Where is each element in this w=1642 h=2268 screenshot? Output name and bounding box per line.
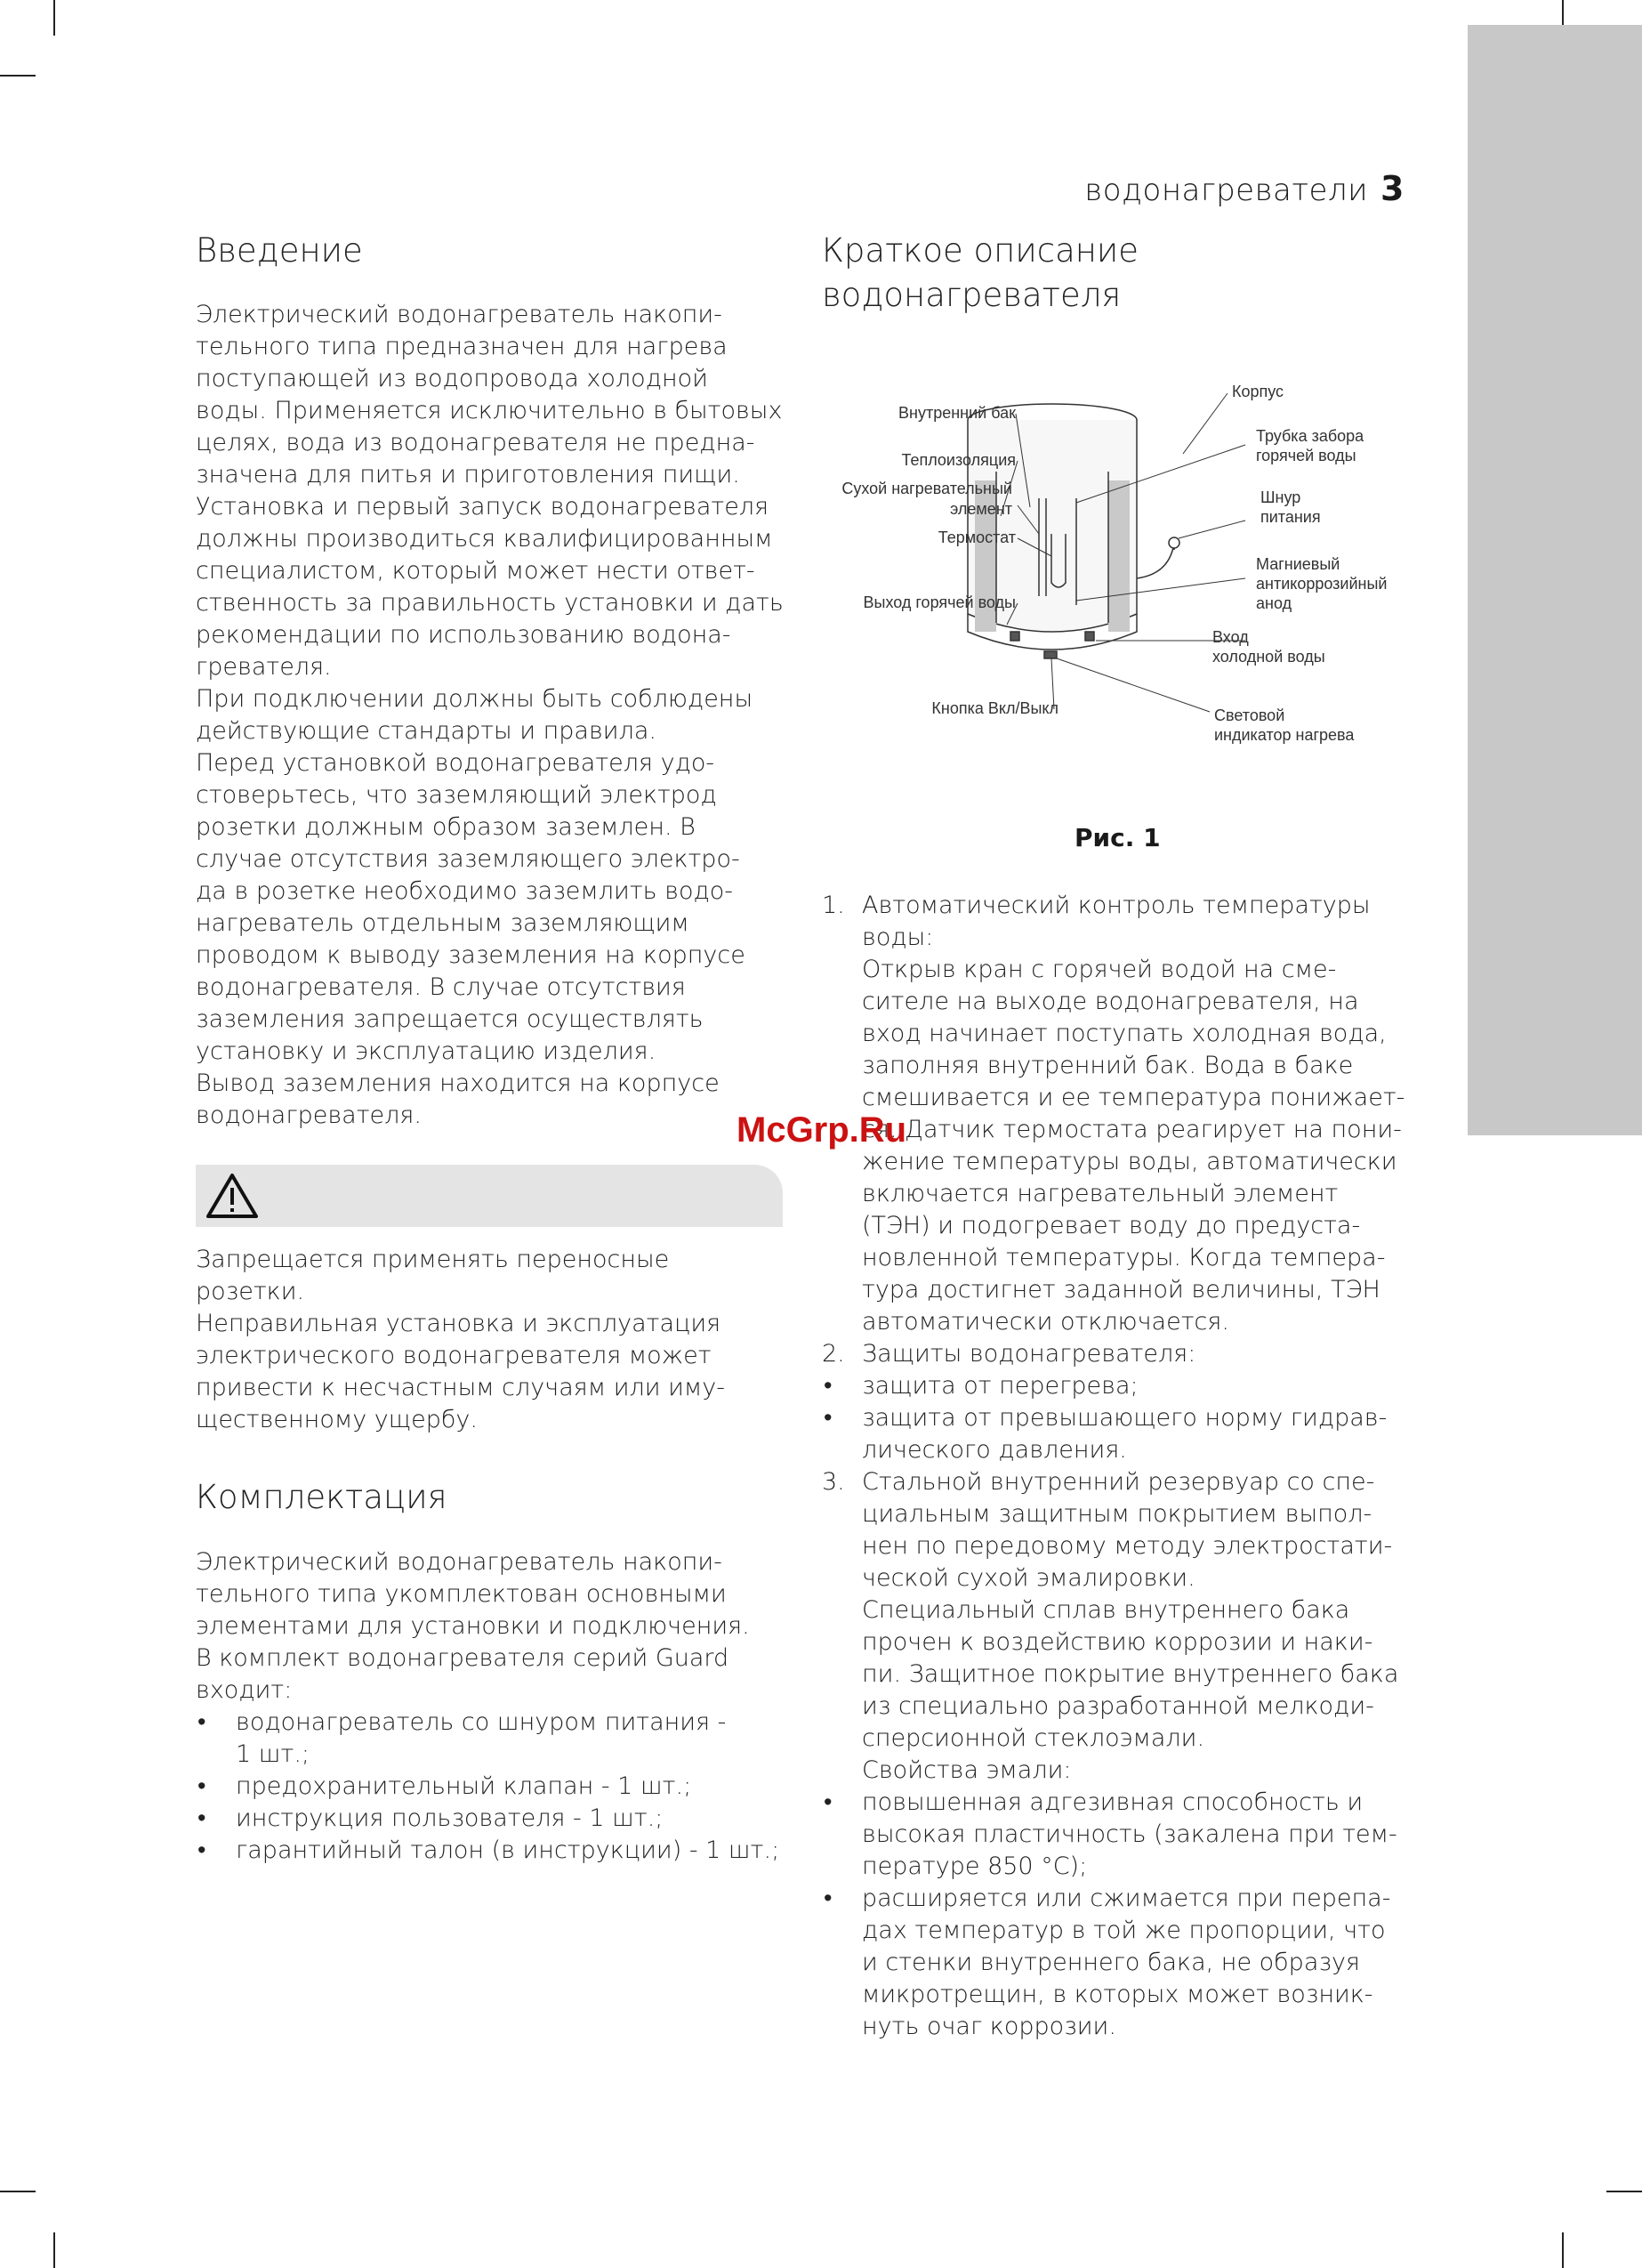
numbered-item (822, 1466, 1405, 1787)
brief-heading (822, 229, 1139, 318)
item-line: Стальной внутренний резервуар со спе- (862, 1468, 1375, 1496)
list-item (822, 1787, 1405, 1883)
warning-text (196, 1244, 725, 1436)
text-line: специалистом, который может нести ответ- (196, 557, 755, 585)
list-item-line: 1 шт.; (236, 1740, 310, 1768)
text-line: целях, вода из водонагревателя не предна- (196, 429, 755, 456)
label-hot-outlet: Выход горячей воды (863, 593, 1016, 611)
list-item-line: лического давления. (862, 1436, 1127, 1464)
text-line: действующие стандарты и правила. (196, 717, 656, 745)
label-anode-2: антикоррозийный (1256, 575, 1388, 593)
label-led-2: индикатор нагрева (1214, 726, 1355, 744)
features-text (822, 890, 1405, 2043)
text-line: поступающей из водопровода холодной (196, 365, 708, 392)
text-line: нагреватель отдельным заземляющим (196, 909, 689, 937)
item-line: ся. Датчик термостата реагирует на пони- (862, 1116, 1402, 1143)
item-line: автоматически отключается. (862, 1308, 1229, 1336)
item-line: сперсионной стеклоэмали. (862, 1724, 1205, 1752)
text-line: Электрический водонагреватель накопи- (196, 1548, 722, 1576)
text-line: установку и эксплуатацию изделия. (196, 1037, 656, 1065)
item-line: заполняя внутренний бак. Вода в баке (862, 1052, 1354, 1079)
label-anode-1: Магниевый (1256, 555, 1340, 573)
text-line: воды. Применяется исключительно в бытовых (196, 397, 783, 424)
item-line: сителе на выходе водонагревателя, на (862, 988, 1359, 1015)
item-line: ческой сухой эмалировки. (862, 1564, 1195, 1592)
bullet-icon: • (824, 1372, 833, 1400)
text-line: розетки. (196, 1278, 305, 1305)
item-line: вход начинает поступать холодная вода, (862, 1020, 1387, 1047)
item-line: Специальный сплав внутреннего бака (862, 1596, 1350, 1624)
water-heater-diagram (818, 365, 1405, 774)
numbered-item (822, 1338, 1405, 1370)
list-item-line: гарантийный талон (в инструкции) - 1 шт.; (236, 1836, 780, 1864)
item-line: жение температуры воды, автоматически (862, 1148, 1397, 1175)
text-line: заземления запрещается осуществлять (196, 1005, 704, 1033)
label-cold-1: Вход (1212, 628, 1249, 646)
item-number: 2. (822, 1340, 845, 1368)
list-item (822, 1370, 1405, 1402)
text-line: случае отсутствия заземляющего электро- (196, 845, 740, 873)
text-line: Неправильная установка и эксплуатация (196, 1310, 721, 1337)
text-line: водонагревателя. (196, 1102, 422, 1129)
text-line: ственность за правильность установки и дать (196, 589, 784, 617)
list-item-line: высокая пластичность (закалена при тем- (862, 1820, 1397, 1848)
list-item-line: дах температур в той же пропорции, что (862, 1917, 1386, 1944)
header-title: водонагреватели (1084, 173, 1369, 208)
list-item (196, 1771, 779, 1803)
text-line: да в розетке необходимо заземлить водо- (196, 877, 734, 905)
list-item-line: микротрещин, в которых может возник- (862, 1981, 1373, 2008)
crop-mark (1562, 2232, 1564, 2268)
bullet-icon: • (197, 1804, 206, 1832)
item-line: прочен к воздействию коррозии и наки- (862, 1628, 1373, 1656)
text-line: входит: (196, 1676, 293, 1704)
brief-heading-line-2: водонагревателя (822, 276, 1122, 314)
text-line: При подключении должны быть соблюдены (196, 685, 753, 713)
item-line: Свойства эмали: (862, 1756, 1072, 1784)
crop-mark (53, 0, 55, 36)
list-item-line: пературе 850 °С); (862, 1852, 1088, 1880)
text-line: тельного типа укомплектован основными (196, 1580, 727, 1608)
bullet-icon: • (824, 1788, 833, 1816)
text-line: водонагревателя. В случае отсутствия (196, 973, 686, 1001)
bullet-icon: • (824, 1404, 833, 1432)
warning-triangle-icon (205, 1171, 260, 1221)
item-line: новленной температуры. Когда темпера- (862, 1244, 1386, 1271)
label-cold-2: холодной воды (1212, 648, 1325, 666)
label-tube-1: Трубка забора (1256, 427, 1364, 445)
page-number: 3 (1380, 169, 1405, 208)
list-item (196, 1803, 779, 1835)
label-dry-element-1: Сухой нагревательный (841, 480, 1012, 497)
side-tab (1468, 25, 1642, 1135)
item-line: циальным защитным покрытием выпол- (862, 1500, 1372, 1528)
list-item-line: и стенки внутреннего бака, не образуя (862, 1949, 1360, 1976)
list-item (822, 1883, 1405, 2043)
intro-heading: Введение (196, 231, 363, 270)
list-item-line: нуть очаг коррозии. (862, 2013, 1116, 2040)
list-item-line: инструкция пользователя - 1 шт.; (236, 1804, 664, 1832)
crop-mark (0, 75, 36, 77)
item-number: 1. (822, 892, 845, 919)
bullet-icon: • (197, 1708, 206, 1736)
list-item (822, 1402, 1405, 1466)
item-line: Защиты водонагревателя: (862, 1340, 1196, 1368)
item-line: (ТЭН) и подогревает воду до предуста- (862, 1212, 1361, 1239)
list-item-line: водонагреватель со шнуром питания - (236, 1708, 727, 1736)
crop-mark (1606, 2191, 1642, 2192)
numbered-item (822, 890, 1405, 1338)
label-anode-3: анод (1256, 594, 1292, 612)
text-line: Вывод заземления находится на корпусе (196, 1069, 720, 1097)
list-item (196, 1835, 779, 1867)
text-line: Запрещается применять переносные (196, 1246, 670, 1273)
text-line: электрического водонагревателя может (196, 1342, 712, 1369)
page-header (1084, 169, 1405, 208)
label-insulation: Теплоизоляция (901, 451, 1016, 469)
item-line: Автоматический контроль температуры (862, 892, 1371, 919)
figure-caption: Рис. 1 (1075, 823, 1161, 852)
text-line: Электрический водонагреватель накопи- (196, 301, 722, 328)
watermark: McGrp.Ru (736, 1110, 907, 1150)
text-line: проводом к выводу заземления на корпусе (196, 941, 745, 969)
item-line: из специально разработанной мелкоди- (862, 1692, 1374, 1720)
label-cord-1: Шнур (1260, 488, 1301, 506)
item-line: включается нагревательный элемент (862, 1180, 1339, 1207)
item-line: смешивается и ее температура понижает- (862, 1084, 1405, 1111)
bullet-icon: • (197, 1772, 206, 1800)
warning-bar (196, 1165, 783, 1227)
text-line: Установка и первый запуск водонагревателя (196, 493, 769, 521)
item-line: пи. Защитное покрытие внутреннего бака (862, 1660, 1399, 1688)
item-line: воды: (862, 924, 934, 951)
text-line: розетки должным образом заземлен. В (196, 813, 696, 841)
text-line: щественному ущербу. (196, 1406, 478, 1433)
text-line: Перед установкой водонагревателя удо- (196, 749, 715, 777)
list-item-line: защита от превышающего норму гидрав- (862, 1404, 1388, 1432)
list-item-line: повышенная адгезивная способность и (862, 1788, 1364, 1816)
text-line: должны производиться квалифицированным (196, 525, 773, 553)
text-line: тельного типа предназначен для нагрева (196, 333, 728, 360)
list-item-line: защита от перегрева; (862, 1372, 1139, 1400)
text-line: стоверьтесь, что заземляющий электрод (196, 781, 717, 809)
label-thermostat: Термостат (938, 529, 1016, 546)
text-line: рекомендации по использованию водона- (196, 621, 731, 649)
text-line: гревателя. (196, 653, 332, 681)
kit-text (196, 1546, 779, 1867)
item-line: тура достигнет заданной величины, ТЭН (862, 1276, 1380, 1303)
list-item-line: предохранительный клапан - 1 шт.; (236, 1772, 692, 1800)
item-line: Открыв кран с горячей водой на сме- (862, 956, 1337, 983)
brief-heading-line-1: Краткое описание (822, 231, 1139, 270)
bullet-icon: • (824, 1885, 833, 1912)
item-number: 3. (822, 1468, 845, 1496)
bullet-icon: • (197, 1836, 206, 1864)
text-line: элементами для установки и подключения. (196, 1612, 750, 1640)
list-item (196, 1707, 779, 1771)
crop-mark (53, 2232, 55, 2268)
text-line: значена для питья и приготовления пищи. (196, 461, 740, 488)
list-item-line: расширяется или сжимается при перепа- (862, 1885, 1391, 1912)
label-button: Кнопка Вкл/Выкл (931, 699, 1058, 717)
kit-heading: Комплектация (196, 1478, 447, 1516)
label-body: Корпус (1232, 383, 1284, 400)
label-tube-2: горячей воды (1256, 447, 1356, 464)
intro-text (196, 299, 784, 1132)
label-inner-tank: Внутренний бак (898, 404, 1016, 422)
label-led-1: Световой (1214, 706, 1285, 724)
label-cord-2: питания (1260, 508, 1321, 526)
text-line: В комплект водонагревателя серий Guard (196, 1644, 729, 1672)
item-line: нен по передовому методу электростати- (862, 1532, 1393, 1560)
label-dry-element-2: элемент (950, 500, 1012, 518)
text-line: привести к несчастным случаям или иму- (196, 1374, 725, 1401)
crop-mark (0, 2191, 36, 2192)
